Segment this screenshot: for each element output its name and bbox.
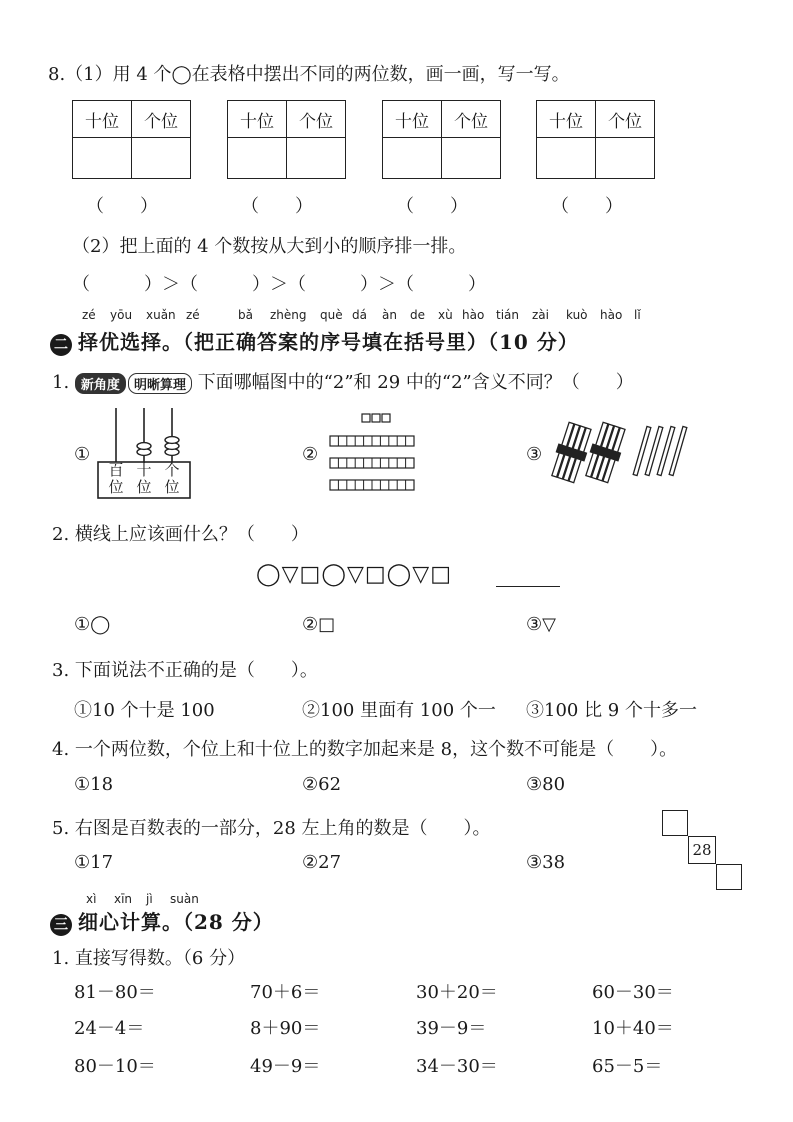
answer-paren-2[interactable]: （ ） <box>241 196 313 217</box>
pinyin-syllable: de <box>410 308 425 322</box>
answer-paren-4[interactable]: （ ） <box>551 196 623 217</box>
hundred-chart-fragment <box>662 810 748 896</box>
section2-heading <box>50 326 579 356</box>
calc-item[interactable]: 10＋40＝ <box>592 1018 674 1039</box>
section3-title: 细心计算。（28 分） <box>78 910 274 934</box>
q1-stem <box>52 368 634 394</box>
pinyin-syllable: xù <box>438 308 453 322</box>
q5-text: 5. 右图是百数表的一部分，28 左上角的数是（ ）。 <box>52 818 491 839</box>
place-value-table-3 <box>382 100 501 179</box>
pinyin-syllable: zhèng <box>270 308 307 322</box>
ones-cell[interactable] <box>442 138 501 179</box>
calc-item[interactable]: 30＋20＝ <box>416 982 498 1003</box>
q4-option3[interactable]: ③80 <box>526 774 566 795</box>
tens-header: 十位 <box>73 101 132 138</box>
tens-cell[interactable] <box>73 138 132 179</box>
ones-cell[interactable] <box>132 138 191 179</box>
place-value-table-1 <box>72 100 191 179</box>
calc-item[interactable]: 65－5＝ <box>592 1056 663 1077</box>
pinyin-syllable: kuò <box>566 308 588 322</box>
section3-heading <box>50 906 274 936</box>
abacus-label-ones: 个位 <box>164 461 180 496</box>
q3-text: 3. 下面说法不正确的是（ ）。 <box>52 660 318 681</box>
clear-reasoning-tag: 明晰算理 <box>128 373 192 394</box>
calc-item[interactable]: 34－30＝ <box>416 1056 498 1077</box>
calc-item[interactable]: 39－9＝ <box>416 1018 487 1039</box>
q4-text: 4. 一个两位数，个位上和十位上的数字加起来是 8，这个数不可能是（ ）。 <box>52 739 678 760</box>
pinyin-syllable: zé <box>186 308 200 322</box>
section3-sub-title: 1. 直接写得数。（6 分） <box>52 948 246 969</box>
q5-option2[interactable]: ②27 <box>302 852 342 873</box>
pinyin-syllable: dá <box>352 308 367 322</box>
q5-option3[interactable]: ③38 <box>526 852 566 873</box>
tens-cell[interactable] <box>537 138 596 179</box>
new-angle-tag: 新角度 <box>75 373 126 394</box>
ones-cell[interactable] <box>596 138 655 179</box>
place-value-table-4 <box>536 100 655 179</box>
abacus-label-tens: 十位 <box>136 461 152 496</box>
q4-option2[interactable]: ②62 <box>302 774 342 795</box>
pinyin-syllable: zài <box>532 308 549 322</box>
pinyin-syllable: xuǎn <box>146 308 176 322</box>
q1-option1-mark[interactable]: ① <box>74 444 91 465</box>
calc-item[interactable]: 70＋6＝ <box>250 982 321 1003</box>
ones-cell[interactable] <box>287 138 346 179</box>
q2-option2[interactable]: ②□ <box>302 614 336 635</box>
ones-header: 个位 <box>287 101 346 138</box>
q4-option1[interactable]: ①18 <box>74 774 114 795</box>
abacus-label-hundreds: 百位 <box>108 461 124 496</box>
tens-header: 十位 <box>537 101 596 138</box>
pinyin-syllable: lǐ <box>634 308 641 322</box>
base-ten-blocks-icon <box>326 410 418 496</box>
q1-option3-mark[interactable]: ③ <box>526 444 543 465</box>
pinyin-syllable: què <box>320 308 343 322</box>
q3-option2[interactable]: ②100 里面有 100 个一 <box>302 700 496 721</box>
pinyin-syllable: tián <box>496 308 519 322</box>
pinyin-syllable: yōu <box>110 308 133 322</box>
ones-header: 个位 <box>132 101 191 138</box>
pinyin-syllable: xīn <box>114 892 133 906</box>
tens-header: 十位 <box>383 101 442 138</box>
chart-cell-bottom-right <box>716 864 742 890</box>
calc-item[interactable]: 24－4＝ <box>74 1018 145 1039</box>
q1-option2-mark[interactable]: ② <box>302 444 319 465</box>
ones-header: 个位 <box>442 101 501 138</box>
ones-header: 个位 <box>596 101 655 138</box>
counting-sticks-icon <box>546 420 696 484</box>
answer-paren-1[interactable]: （ ） <box>86 196 158 217</box>
abacus-figure <box>94 404 194 500</box>
q3-option1[interactable]: ①10 个十是 100 <box>74 700 215 721</box>
calc-item[interactable]: 80－10＝ <box>74 1056 156 1077</box>
q2-text: 2. 横线上应该画什么？（ ） <box>52 524 309 545</box>
tens-cell[interactable] <box>383 138 442 179</box>
answer-paren-3[interactable]: （ ） <box>396 196 468 217</box>
chart-cell-28: 28 <box>688 836 716 864</box>
order-answer-line[interactable]: （ ）＞（ ）＞（ ）＞（ ） <box>72 274 486 295</box>
pattern-answer-blank[interactable] <box>496 586 560 587</box>
calc-item[interactable]: 49－9＝ <box>250 1056 321 1077</box>
chart-cell-top-left[interactable] <box>662 810 688 836</box>
calc-item[interactable]: 60－30＝ <box>592 982 674 1003</box>
place-value-table-2 <box>227 100 346 179</box>
section-number-badge: 二 <box>50 334 72 356</box>
pinyin-syllable: suàn <box>170 892 199 906</box>
q2-option3[interactable]: ③▽ <box>526 614 556 635</box>
q5-option1[interactable]: ①17 <box>74 852 114 873</box>
q2-option1[interactable]: ①◯ <box>74 614 111 635</box>
section-number-badge: 三 <box>50 914 72 936</box>
q1-text: 下面哪幅图中的“2”和 29 中的“2”含义不同？（ ） <box>197 372 634 393</box>
q3-option3[interactable]: ③100 比 9 个十多一 <box>526 700 697 721</box>
pinyin-syllable: jì <box>146 892 153 906</box>
pinyin-syllable: zé <box>82 308 96 322</box>
pinyin-syllable: xì <box>86 892 97 906</box>
pinyin-syllable: bǎ <box>238 308 253 322</box>
section2-title: 择优选择。（把正确答案的序号填在括号里）（10 分） <box>78 330 579 354</box>
pinyin-syllable: hào <box>600 308 623 322</box>
tens-header: 十位 <box>228 101 287 138</box>
tens-cell[interactable] <box>228 138 287 179</box>
calc-item[interactable]: 8＋90＝ <box>250 1018 321 1039</box>
q8-part1-text: 8.（1）用 4 个◯在表格中摆出不同的两位数，画一画，写一写。 <box>48 64 570 85</box>
q8-part2-text: （2）把上面的 4 个数按从大到小的顺序排一排。 <box>72 236 467 257</box>
calc-item[interactable]: 81－80＝ <box>74 982 156 1003</box>
q1-number: 1. <box>52 372 70 393</box>
pinyin-syllable: hào <box>462 308 485 322</box>
shape-pattern: ◯▽□◯▽□◯▽□ <box>256 562 452 587</box>
pinyin-syllable: àn <box>382 308 397 322</box>
